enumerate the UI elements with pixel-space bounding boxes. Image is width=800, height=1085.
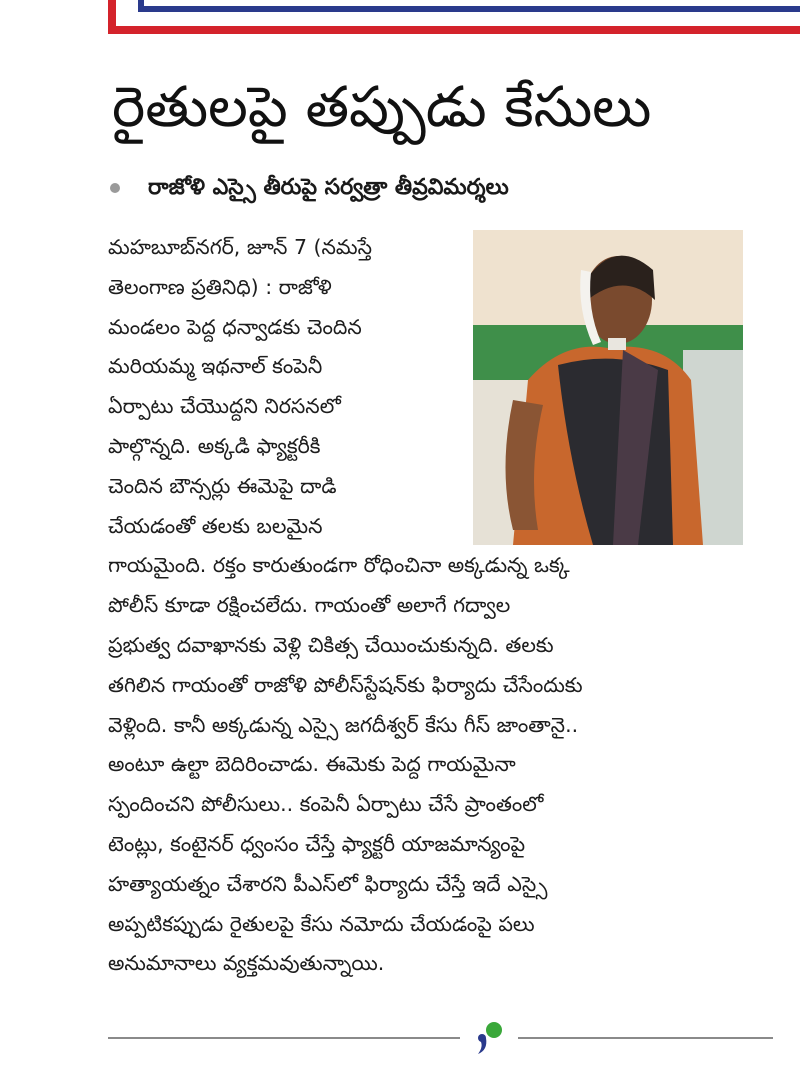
article-subhead-text: రాజోళి ఎస్సై తీరుపై సర్వత్రా తీవ్రవిమర్శలు: [148, 175, 509, 200]
page-top-frame-inner: [138, 0, 800, 12]
body-line: టెంట్లు, కంటైనర్ ధ్వంసం చేస్తే ఫ్యాక్టరీ యాజమాన్యంపై: [108, 831, 526, 856]
section-divider-left: [108, 1037, 460, 1039]
body-line: మహబూబ్‌నగర్, జూన్ 7 (నమస్తే: [108, 235, 372, 259]
body-line: ఏర్పాటు చేయొద్దని నిరసనలో: [108, 394, 341, 419]
body-line: అనుమానాలు వ్యక్తమవుతున్నాయి.: [108, 951, 385, 976]
body-line: అప్పటికప్పుడు రైతులపై కేసు నమోదు చేయడంపై పలు: [108, 911, 535, 936]
body-line: తెలంగాణ ప్రతినిధి) : రాజోళి: [108, 274, 332, 299]
bullet-icon: [110, 183, 120, 193]
body-line: అంటూ ఉల్టా బెదిరించాడు. ఈమెకు పెద్ద గాయమైనా: [108, 752, 516, 777]
body-line: మండలం పెద్ద ధన్వాడకు చెందిన: [108, 314, 362, 339]
article-headline: రైతులపై తప్పుడు కేసులు: [112, 75, 652, 140]
body-line: చెందిన బౌన్సర్లు ఈమెపై దాడి: [108, 473, 337, 498]
body-line: పోలీస్ కూడా రక్షించలేదు. గాయంతో అలాగే గద్వాల: [108, 593, 511, 618]
body-line: ప్రభుత్వ దవాఖానకు వెళ్లి చికిత్స చేయించుకున్నది. తలకు: [108, 632, 554, 657]
body-line: స్పందించని పోలీసులు.. కంపెనీ ఏర్పాటు చేసే ప్రాంతంలో: [108, 792, 544, 817]
body-line: పాల్గొన్నది. అక్కడి ఫ్యాక్టరీకి: [108, 433, 321, 458]
page-top-frame: [108, 0, 800, 34]
body-line: చేయడంతో తలకు బలమైన: [108, 513, 323, 538]
article-body: [108, 228, 583, 984]
divider-ornament-icon: [466, 1016, 510, 1056]
body-line: గాయమైంది. రక్తం కారుతుండగా రోధించినా అక్కడున్న ఒక్క: [108, 553, 570, 578]
body-line: మరియమ్మ ఇథనాల్ కంపెనీ: [108, 354, 323, 379]
body-line: తగిలిన గాయంతో రాజోళి పోలీస్‌స్టేషన్‌కు ఫిర్యాదు చేసేందుకు: [108, 672, 583, 697]
section-divider-right: [518, 1037, 773, 1039]
body-line: వెళ్లింది. కానీ అక్కడున్న ఎస్సై జగదీశ్వర్ కేసు గీస్ జాంతానై..: [108, 712, 579, 737]
article-subhead: [110, 168, 790, 208]
body-line: హత్యాయత్నం చేశారని పీఎస్‌లో ఫిర్యాదు చేస్తే ఇదే ఎస్సై: [108, 871, 548, 896]
